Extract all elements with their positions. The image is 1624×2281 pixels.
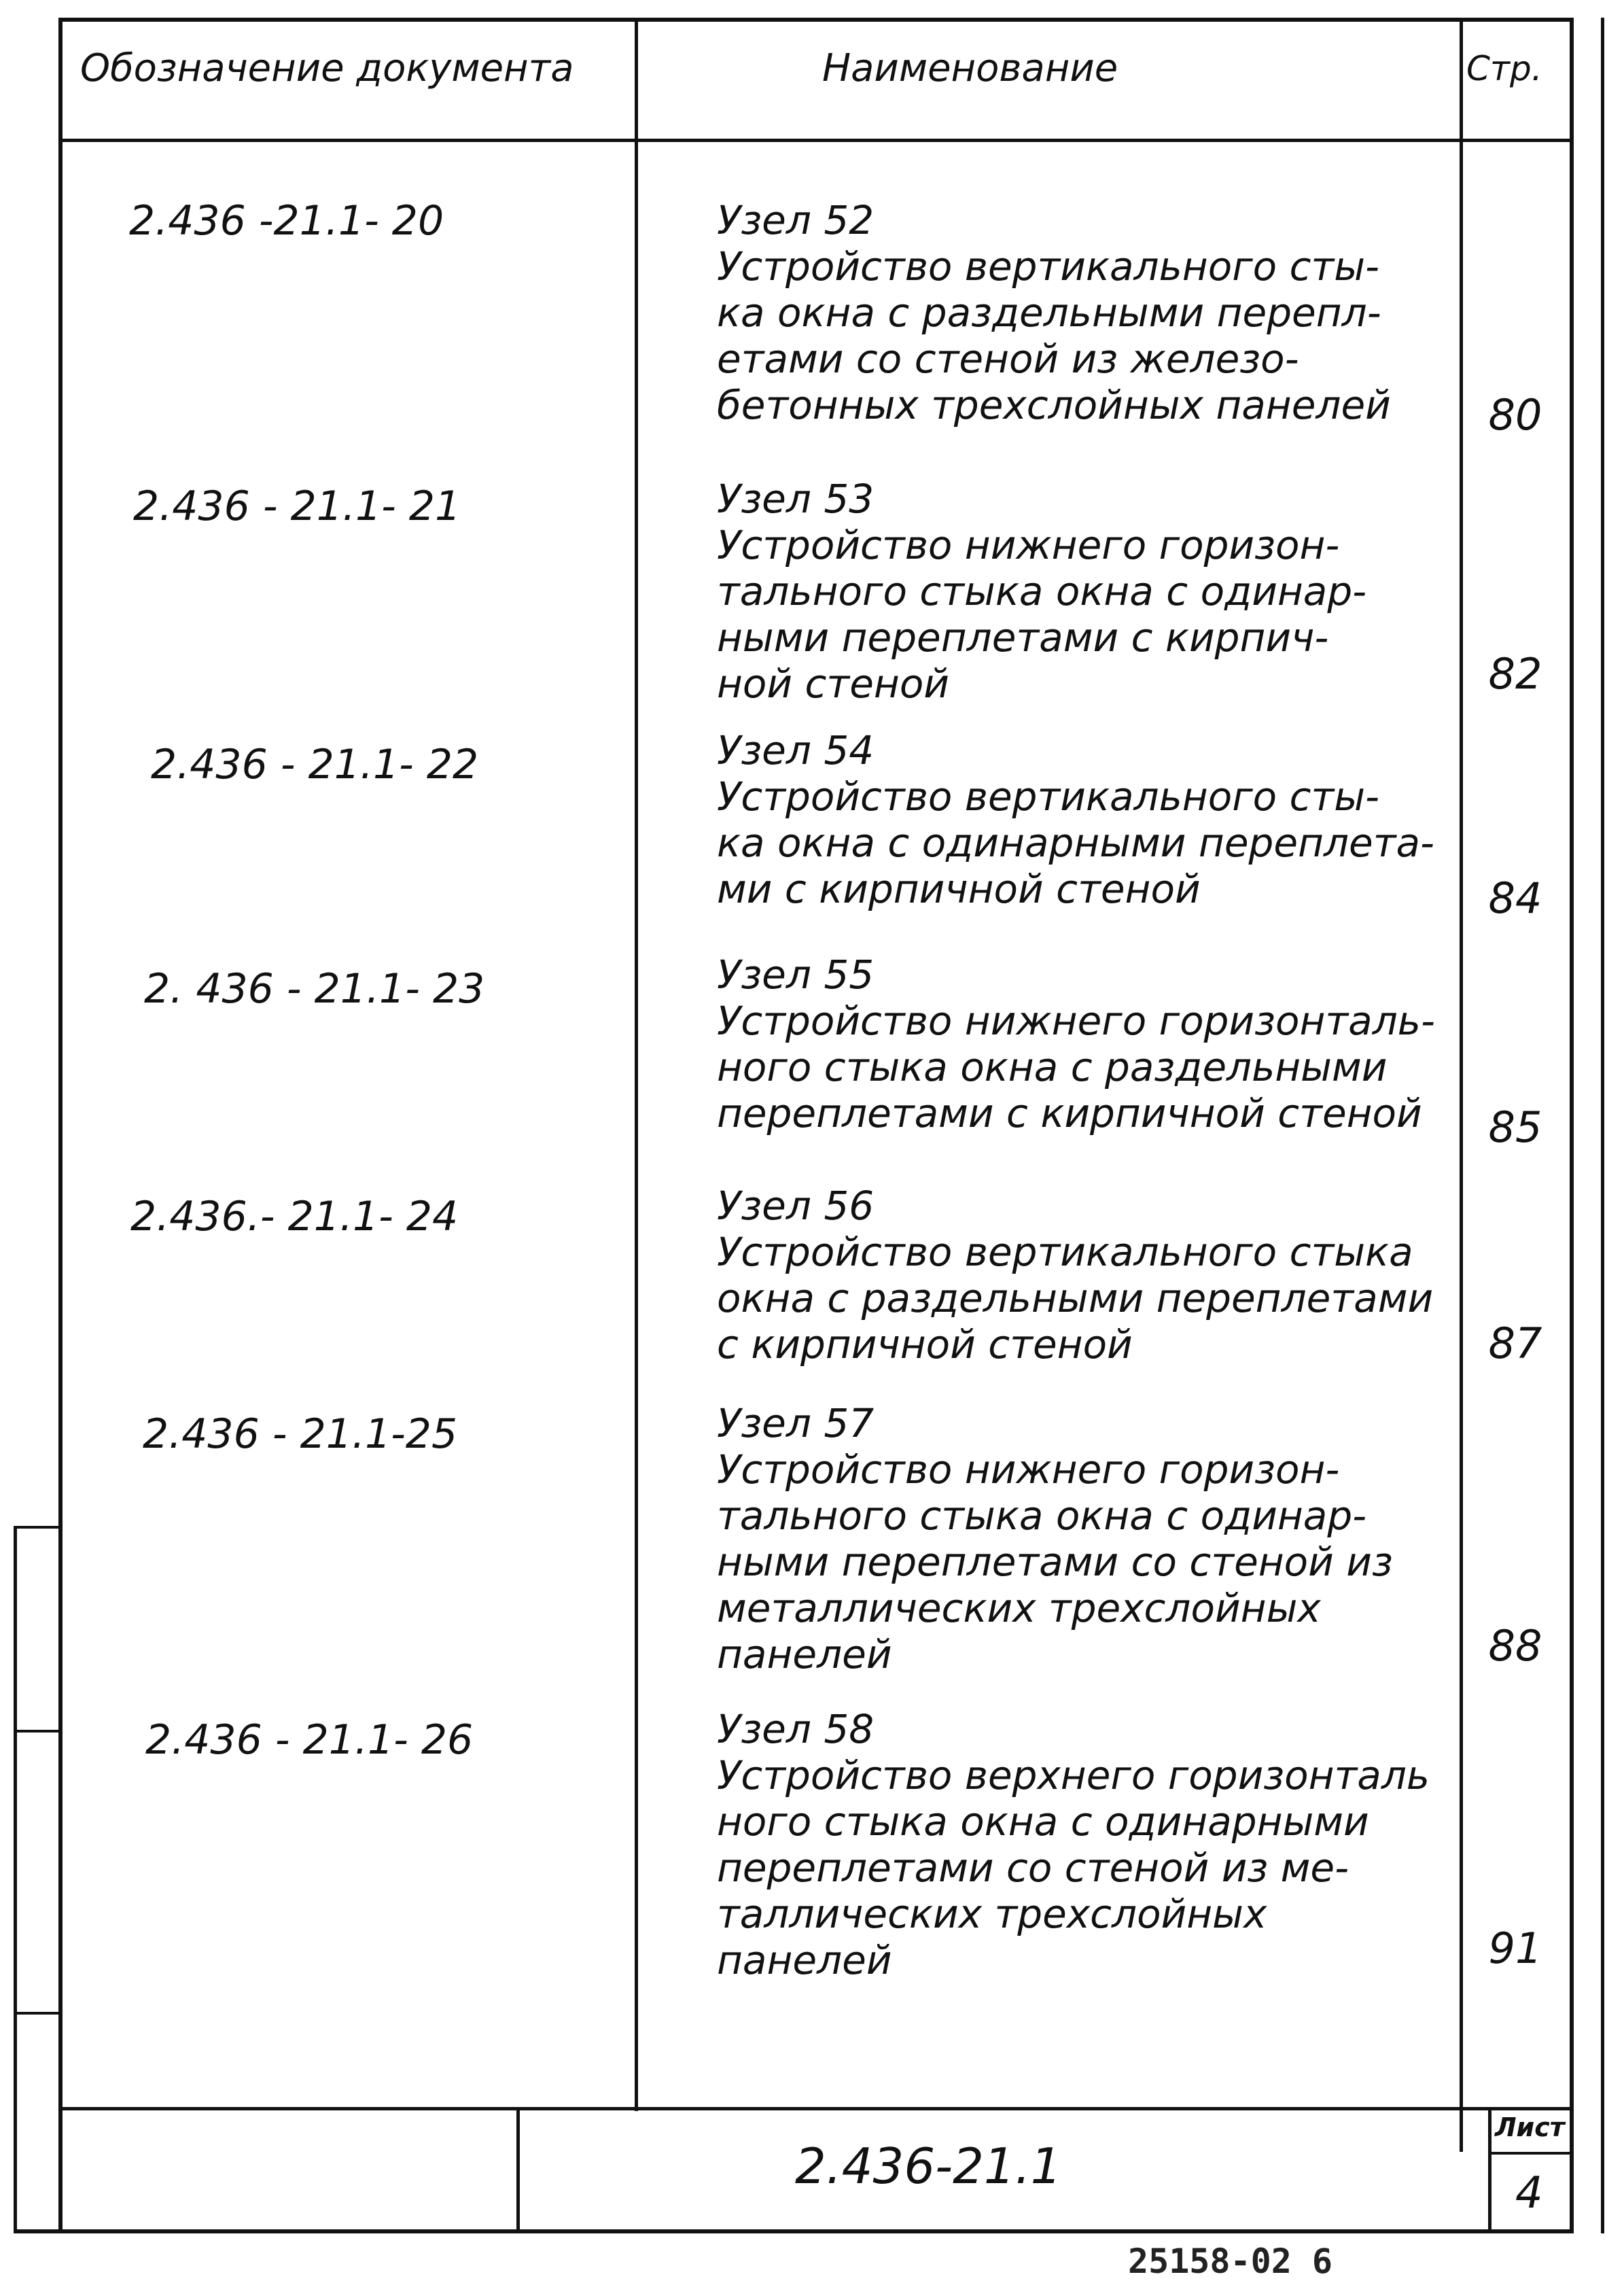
row-1-name bbox=[717, 197, 1461, 428]
column-divider-1 bbox=[635, 18, 638, 2111]
sheet-box-mid bbox=[1488, 2152, 1574, 2155]
margin-strip-line bbox=[14, 1526, 17, 2233]
row-2-name bbox=[717, 476, 1461, 707]
footer-document-code: 2.436-21.1 bbox=[795, 2138, 1062, 2195]
header-designation: Обозначение документа bbox=[80, 46, 574, 90]
row-7-code: 2.436 - 21.1- 26 bbox=[145, 1716, 474, 1764]
row-1-page: 80 bbox=[1488, 390, 1542, 440]
row-1-description: Устройство вертикального сты- ка окна с раздельными перепл- етами со стеной из железо- бетонных трехслойных панелей bbox=[717, 243, 1391, 428]
row-3-name bbox=[717, 727, 1461, 912]
row-3-code: 2.436 - 21.1- 22 bbox=[151, 741, 479, 788]
row-5-page: 87 bbox=[1488, 1319, 1542, 1368]
frame-top bbox=[58, 18, 1574, 22]
row-1-code: 2.436 -21.1- 20 bbox=[129, 197, 444, 245]
row-6-description: Устройство нижнего горизон- тального стыка окна с одинар- ными переплетами со стеной из металлических трехслойных панелей bbox=[717, 1446, 1393, 1677]
row-4-title: Узел 55 bbox=[717, 952, 875, 998]
sheet-label: Лист bbox=[1495, 2112, 1565, 2142]
row-5-code: 2.436.- 21.1- 24 bbox=[130, 1193, 459, 1240]
row-2-title: Узел 53 bbox=[717, 476, 875, 522]
frame-right-outer bbox=[1601, 18, 1604, 2233]
row-3-title: Узел 54 bbox=[717, 727, 875, 773]
row-4-code: 2. 436 - 21.1- 23 bbox=[144, 965, 485, 1013]
archive-stamp-number: 25158-02 6 bbox=[1128, 2242, 1333, 2281]
row-4-page: 85 bbox=[1488, 1102, 1542, 1152]
sheet-number: 4 bbox=[1515, 2168, 1543, 2218]
margin-tick-2 bbox=[14, 1730, 61, 1732]
sheet-box-left bbox=[1488, 2107, 1491, 2233]
row-7-page: 91 bbox=[1488, 1923, 1542, 1973]
footer-divider bbox=[516, 2107, 520, 2233]
row-4-description: Устройство нижнего горизонталь- ного стыка окна с раздельными переплетами с кирпичной стеной bbox=[717, 998, 1435, 1136]
row-4-name bbox=[717, 952, 1461, 1136]
row-2-page: 82 bbox=[1488, 649, 1542, 699]
frame-left bbox=[58, 18, 63, 2233]
row-6-title: Узел 57 bbox=[717, 1400, 875, 1446]
row-5-description: Устройство вертикального стыка окна с раздельными переплетами с кирпичной стеной bbox=[717, 1229, 1434, 1368]
row-7-description: Устройство верхнего горизонталь ного стыка окна с одинарными переплетами со стеной из ме- таллических трехслойных панелей bbox=[717, 1752, 1430, 1983]
row-7-name bbox=[717, 1706, 1461, 1983]
row-1-title: Узел 52 bbox=[717, 197, 875, 243]
margin-tick-1 bbox=[14, 1526, 61, 1529]
header-page: Стр. bbox=[1466, 49, 1542, 88]
frame-bottom bbox=[14, 2229, 1574, 2233]
row-2-description: Устройство нижнего горизон- тального стыка окна с одинар- ными переплетами с кирпич- ной стеной bbox=[717, 522, 1367, 707]
header-bottom-line bbox=[58, 139, 1574, 142]
row-2-code: 2.436 - 21.1- 21 bbox=[133, 483, 461, 530]
row-6-name bbox=[717, 1400, 1461, 1677]
row-6-page: 88 bbox=[1488, 1621, 1542, 1671]
header-name: Наименование bbox=[822, 46, 1118, 90]
row-7-title: Узел 58 bbox=[717, 1706, 875, 1752]
row-3-description: Устройство вертикального сты- ка окна с одинарными переплета- ми с кирпичной стеной bbox=[717, 773, 1434, 912]
row-3-page: 84 bbox=[1488, 873, 1542, 923]
row-6-code: 2.436 - 21.1-25 bbox=[143, 1410, 458, 1458]
footer-top-line bbox=[58, 2107, 1574, 2110]
frame-right-inner bbox=[1570, 18, 1574, 2233]
margin-tick-3 bbox=[14, 2012, 61, 2015]
row-5-name bbox=[717, 1183, 1461, 1368]
row-5-title: Узел 56 bbox=[717, 1183, 875, 1229]
